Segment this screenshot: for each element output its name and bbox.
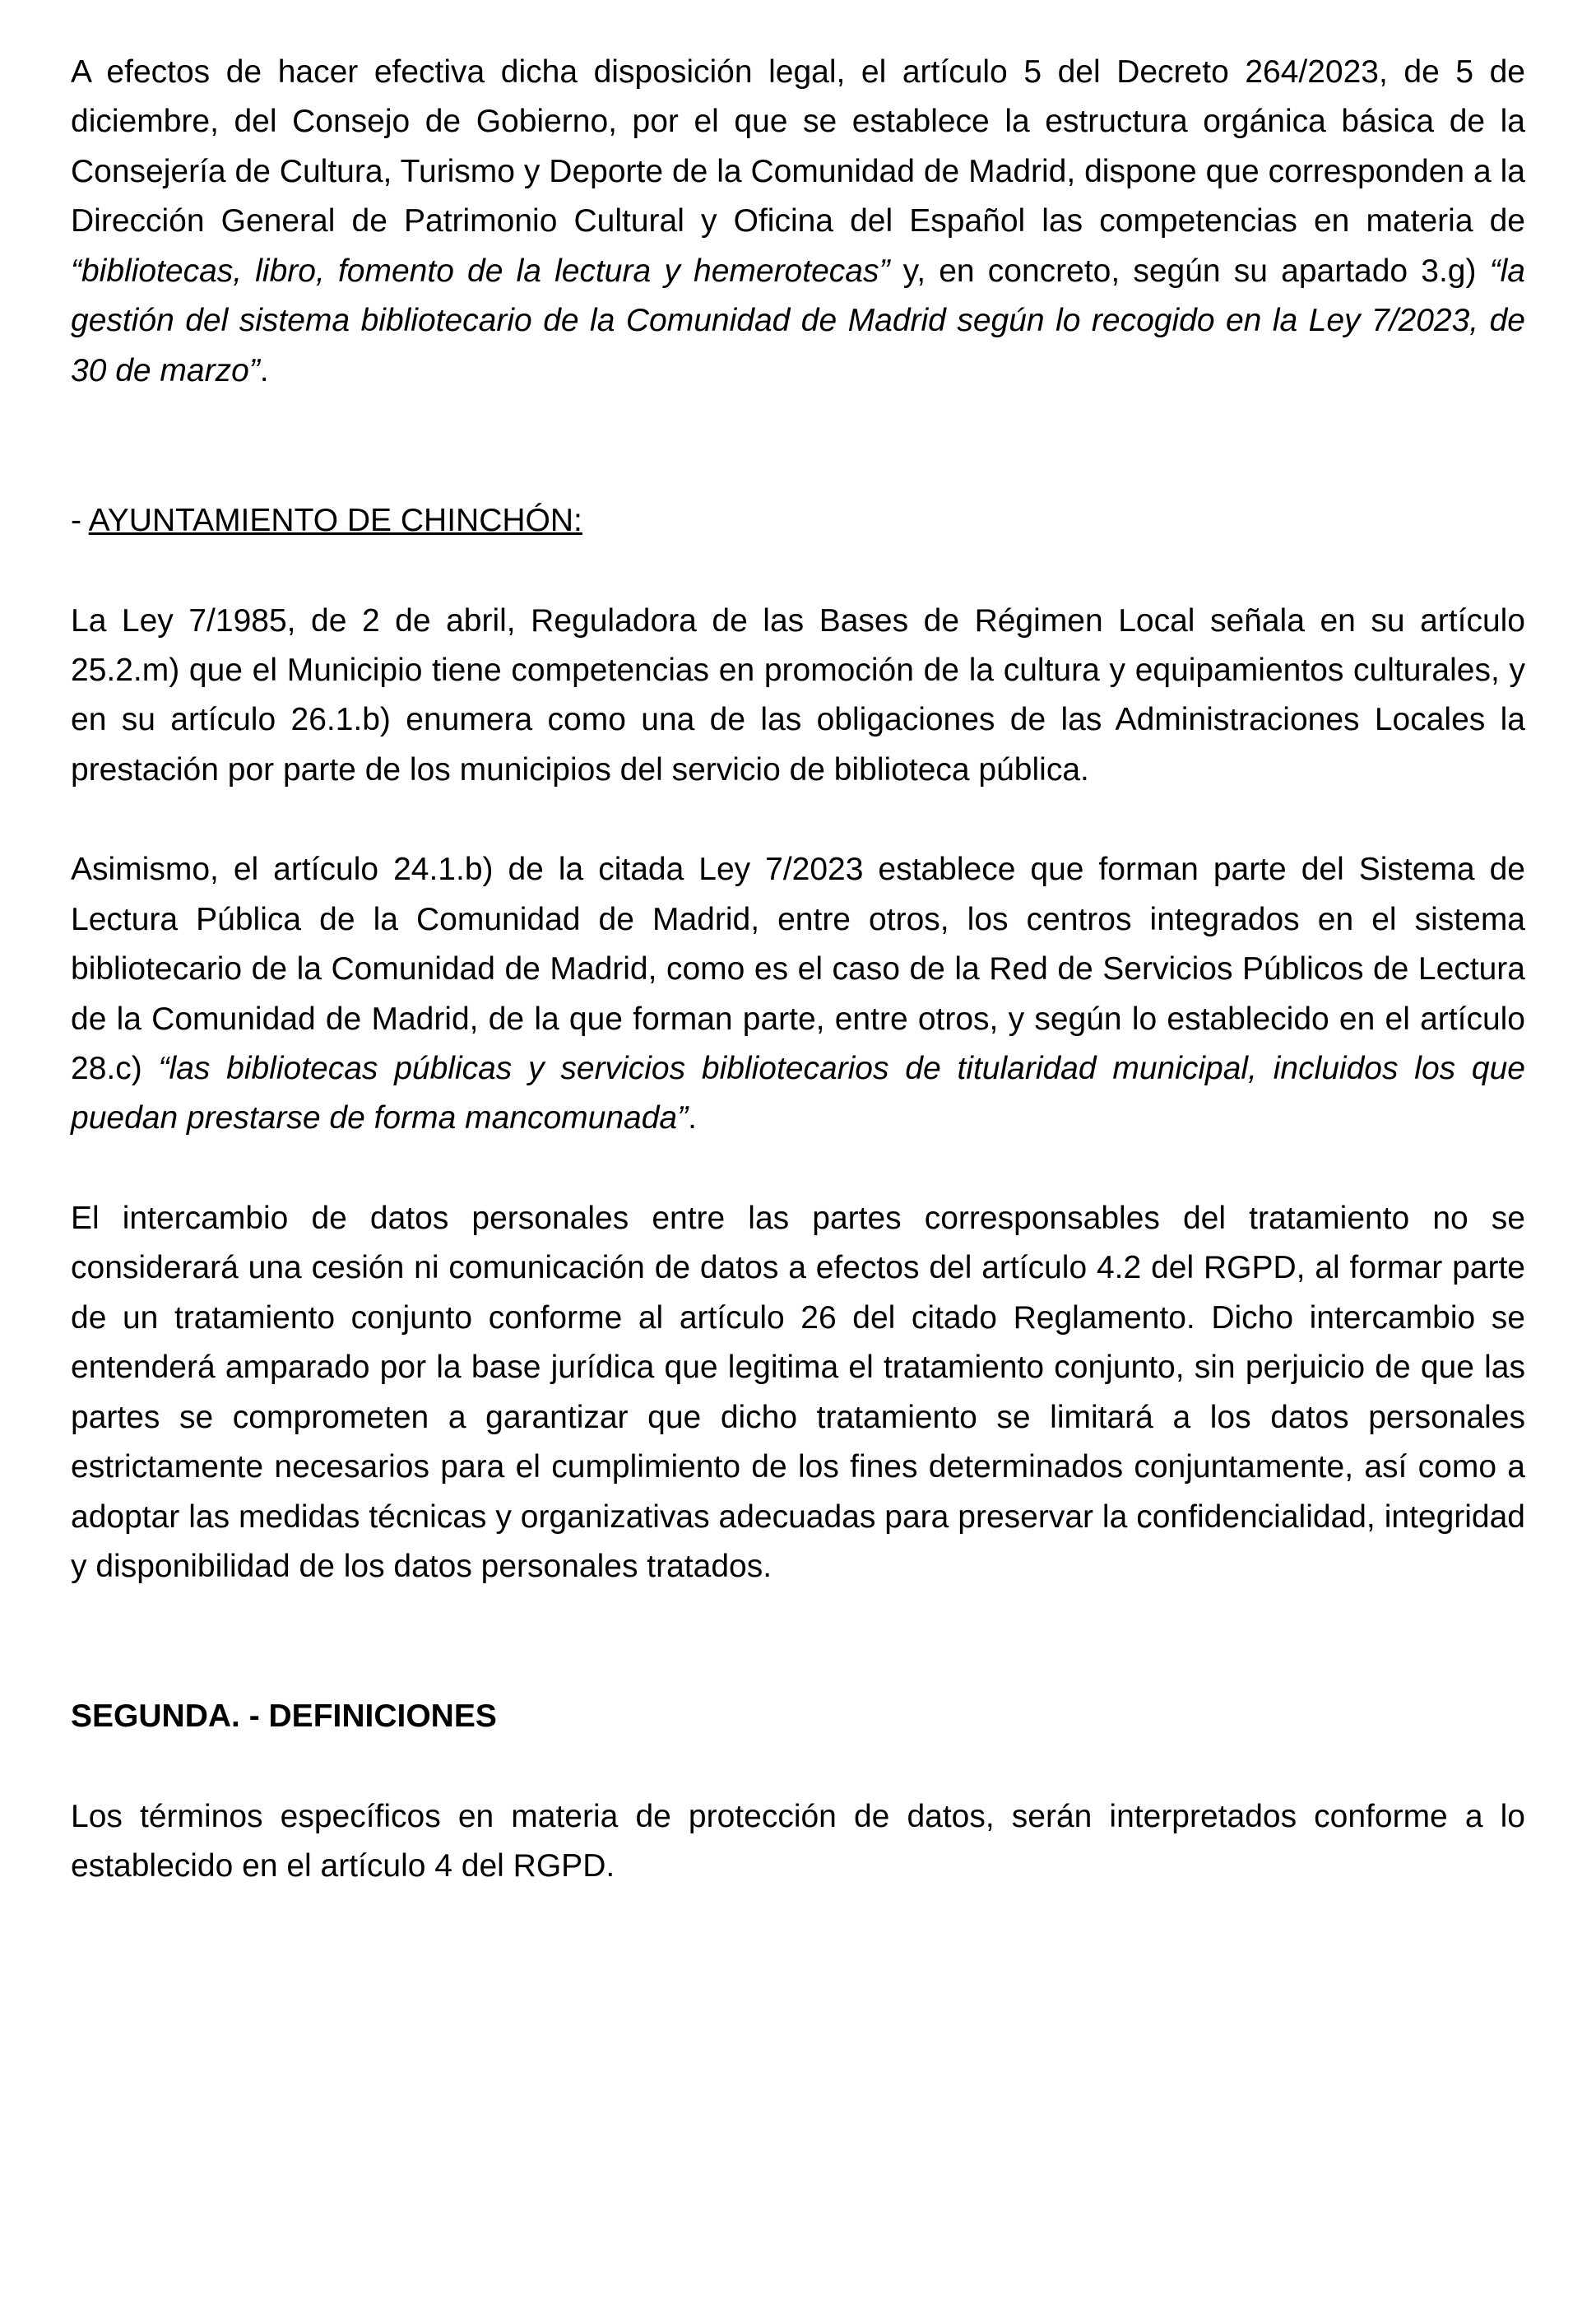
text-run: Asimismo, el artículo 24.1.b) de la citada Ley 7/2023 establece que forman parte del Sistema de Lectura Pública de la Comunidad de Madrid, entre otros, los centros integrados en el sistema bibliotecario de la Comunidad de Madrid, como es el caso de la Red de Servicios Públicos de Lectura de la Comunidad de Madrid, de la que forman parte, entre otros, y según lo establecido en el artículo 28.c): [71, 852, 1525, 1086]
text-run: “bibliotecas, libro, fomento de la lectura y hemerotecas”: [71, 253, 890, 289]
paragraph-articulo-24-1-b: [71, 845, 1525, 1144]
text-run: “las bibliotecas públicas y servicios bibliotecarios de titularidad municipal, incluidos los que puedan prestarse de forma mancomunada”: [71, 1051, 1525, 1136]
paragraph-terminos-especificos: [71, 1792, 1525, 1892]
paragraph-ley-7-1985: [71, 597, 1525, 796]
text-run: .: [259, 352, 269, 388]
text-run: AYUNTAMIENTO DE CHINCHÓN:: [88, 503, 582, 539]
text-run: El intercambio de datos personales entre las partes corresponsables del tratamiento no se considerará una cesión ni comunicación de datos a efectos del artículo 4.2 del RGPD, al formar parte de un tratamiento conjunto conforme al artículo 26 del citado Reglamento. Dicho intercambio se entenderá amparado por la base jurídica que legitima el tratamiento conjunto, sin perjuicio de que las partes se comprometen a garantizar que dicho tratamiento se limitará a los datos personales estrictamente necesarios para el cumplimiento de los fines determinados conjuntamente, así como a adoptar las medidas técnicas y organizativas adecuadas para preservar la confidencialidad, integridad y disponibilidad de los datos personales tratados.: [71, 1200, 1525, 1584]
document-body: [71, 48, 1525, 1892]
text-run: Los términos específicos en materia de protección de datos, serán interpretados conforme a lo establecido en el artículo 4 del RGPD.: [71, 1798, 1525, 1884]
paragraph-intercambio-datos: [71, 1194, 1525, 1592]
text-run: -: [71, 503, 89, 539]
text-run: La Ley 7/1985, de 2 de abril, Reguladora de las Bases de Régimen Local señala en su artículo 25.2.m) que el Municipio tiene competencias en promoción de la cultura y equipamientos culturales, y en su artículo 26.1.b) enumera como una de las obligaciones de las Administraciones Locales la prestación por parte de los municipios del servicio de biblioteca pública.: [71, 602, 1525, 788]
text-run: SEGUNDA. - DEFINICIONES: [71, 1698, 497, 1735]
text-run: A efectos de hacer efectiva dicha disposición legal, el artículo 5 del Decreto 264/2023, de 5 de diciembre, del Consejo de Gobierno, por el que se establece la estructura orgánica básica de la Consejería de Cultura, Turismo y Deporte de la Comunidad de Madrid, dispone que corresponden a la Dirección General de Patrimonio Cultural y Oficina del Español las competencias en materia de: [71, 54, 1525, 239]
paragraph-decreto-264-2023: [71, 48, 1525, 396]
heading-segunda-definiciones: [71, 1692, 1525, 1741]
text-run: y, en concreto, según su apartado 3.g): [889, 253, 1490, 289]
text-run: “la gestión del sistema bibliotecario de la Comunidad de Madrid según lo recogido en la Ley 7/2023, de 30 de marzo”: [71, 253, 1525, 388]
heading-ayuntamiento-de-chinchon: [71, 496, 1525, 546]
text-run: .: [688, 1100, 697, 1136]
